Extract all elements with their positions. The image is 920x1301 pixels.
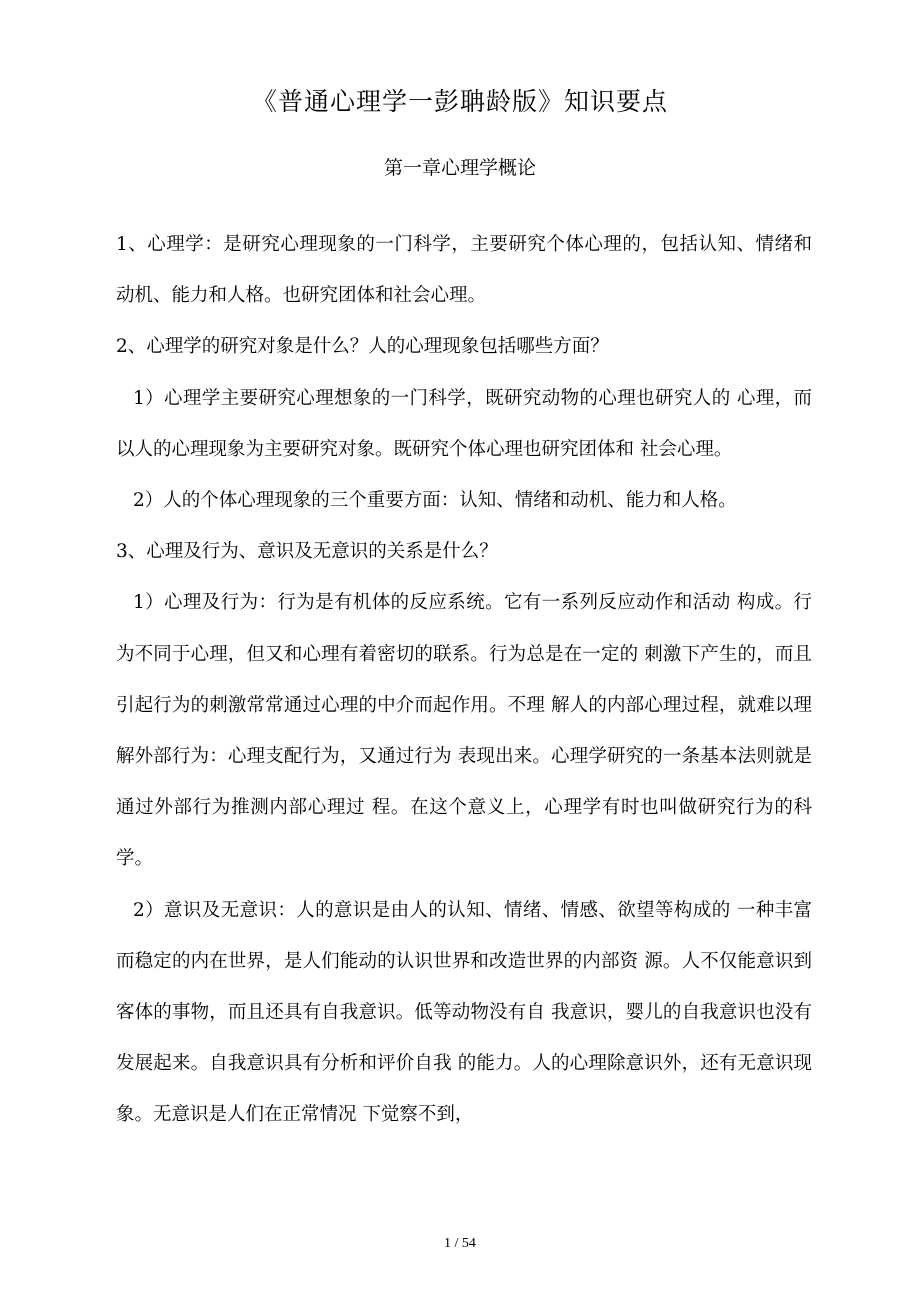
paragraph: 2）人的个体心理现象的三个重要方面：认知、情绪和动机、能力和人格。 <box>133 490 737 512</box>
body-text <box>116 219 812 1141</box>
paragraph: 1）心理学主要研究心理想象的一门科学，既研究动物的心理也研究人的 心理，而以人的心理现象为主要研究对象。既研究个体心理也研究团体和 社会心理。 <box>116 387 812 460</box>
paragraph: 2）意识及无意识：人的意识是由人的认知、情绪、情感、欲望等构成的 一种丰富而稳定的内在世界，是人们能动的认识世界和改造世界的内部资 源。人不仅能意识到客体的事物，而且还具有自我意识。低等动物没有自 我意识，婴儿的自我意识也没有发展起来。自我意识具有分析和评价自我 的能力。人的心理除意识外，还有无意识现象。无意识是人们在正常情况 下觉察不到， <box>116 899 812 1126</box>
page-number: 1 / 54 <box>444 1236 476 1251</box>
document-title: 《普通心理学一彭聃龄版》知识要点 <box>251 87 668 116</box>
paragraph: 2、心理学的研究对象是什么？人的心理现象包括哪些方面？ <box>116 336 609 358</box>
chapter-title: 第一章心理学概论 <box>383 157 536 179</box>
paragraph: 1）心理及行为：行为是有机体的反应系统。它有一系列反应动作和活动 构成。行为不同于心理，但又和心理有着密切的联系。行为总是在一定的 刺激下产生的，而且引起行为的刺激常常通过心理的中介而起作用。不理 解人的内部心理过程，就难以理解外部行为：心理支配行为，又通过行为 表现出来。心理学研究的一条基本法则就是通过外部行为推测内部心理过 程。在这个意义上，心理学有时也叫做研究行为的科学。 <box>116 592 812 870</box>
paragraph: 1、心理学：是研究心理现象的一门科学，主要研究个体心理的，包括认知、情绪和动机、能力和人格。也研究团体和社会心理。 <box>116 234 812 307</box>
paragraph: 3、心理及行为、意识及无意识的关系是什么？ <box>116 541 498 563</box>
